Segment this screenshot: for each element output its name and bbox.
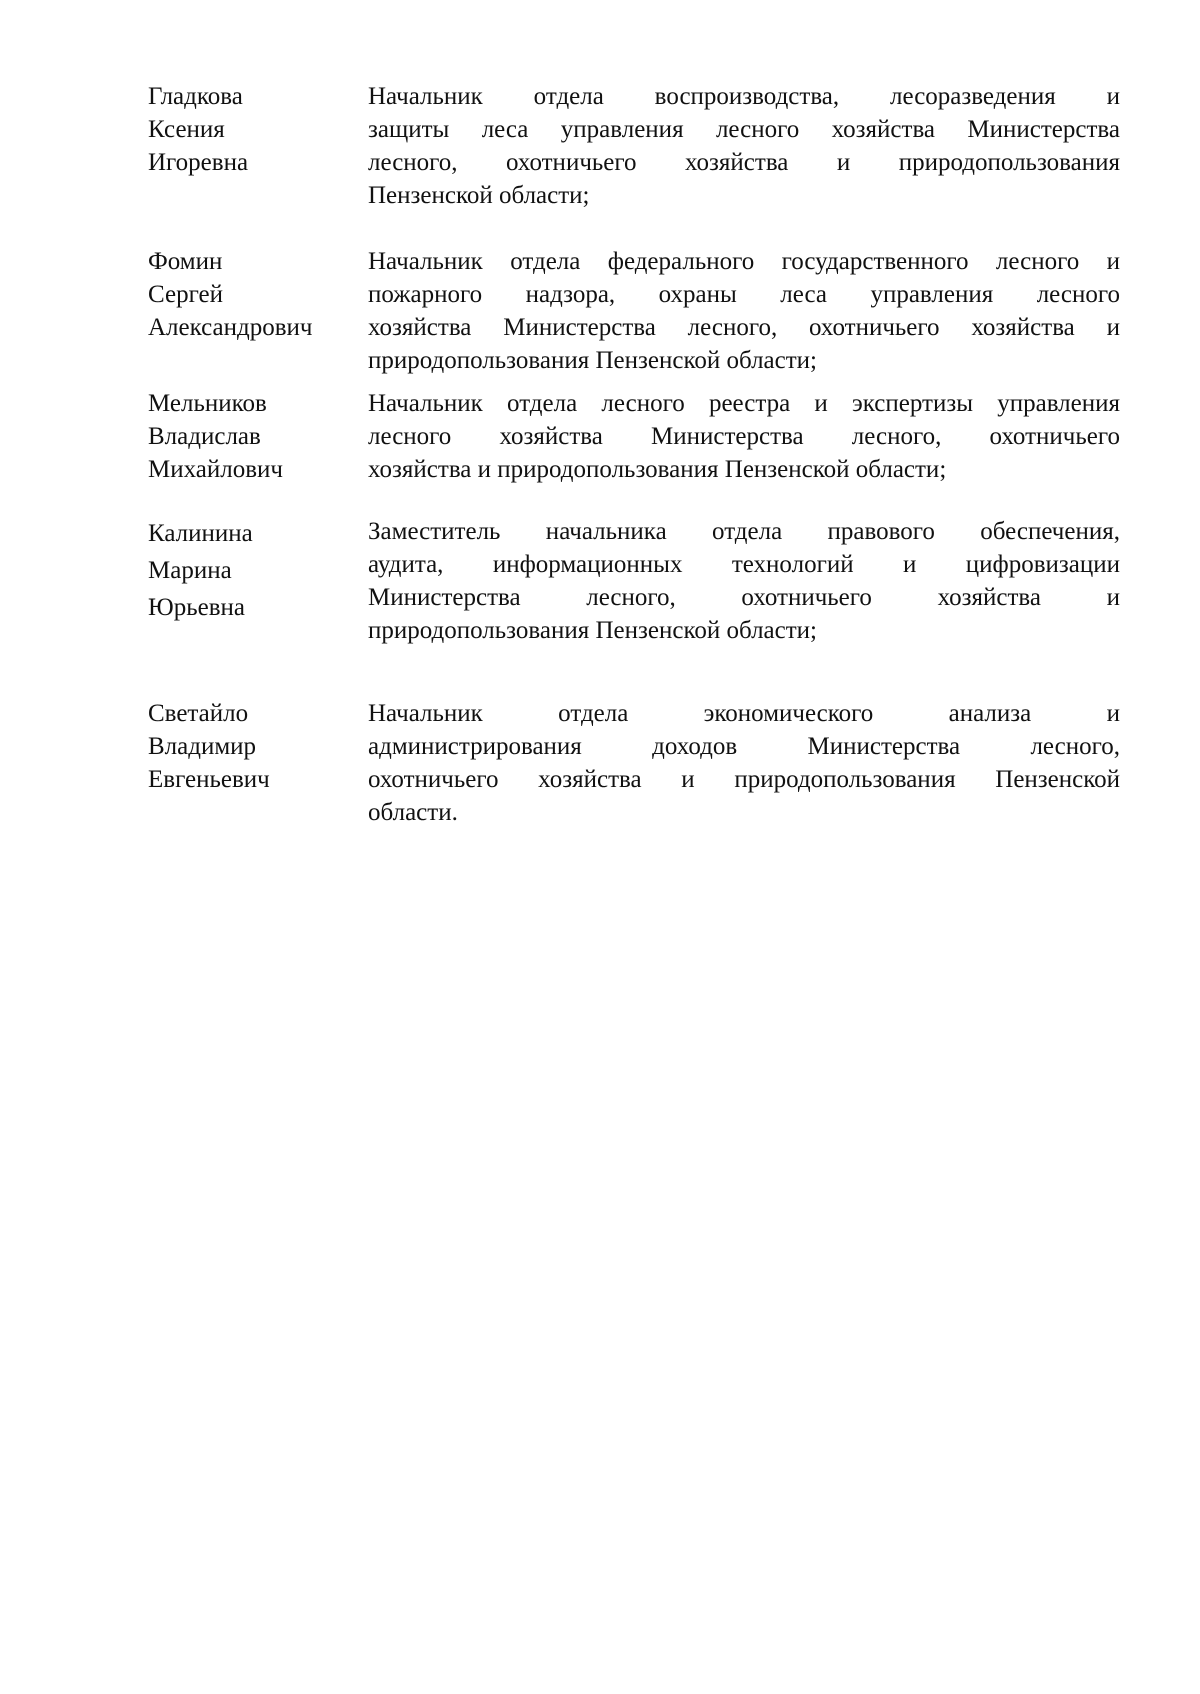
person-name (148, 697, 358, 796)
description-line: области. (368, 799, 458, 826)
description-line: Министерства лесного, охотничьего хозяйства и (368, 584, 1120, 611)
surname: Мельников (148, 390, 267, 417)
patronymic: Юрьевна (148, 594, 245, 621)
position-description (368, 515, 1120, 647)
patronymic: Александрович (148, 314, 313, 341)
description-line: Заместитель начальника отдела правового обеспечения, (368, 518, 1120, 545)
description-line: Начальник отдела лесного реестра и экспертизы управления (368, 390, 1120, 417)
position-description (368, 387, 1120, 486)
description-line: лесного, охотничьего хозяйства и природопользования (368, 149, 1120, 176)
first-name: Владимир (148, 733, 257, 760)
position-description (368, 697, 1120, 829)
position-description (368, 80, 1120, 212)
description-line: Пензенской области; (368, 182, 590, 209)
description-line: аудита, информационных технологий и цифровизации (368, 551, 1120, 578)
description-line: хозяйства и природопользования Пензенской области; (368, 456, 947, 483)
first-name: Марина (148, 557, 232, 584)
surname: Калинина (148, 520, 253, 547)
patronymic: Евгеньевич (148, 766, 270, 793)
surname: Светайло (148, 700, 249, 727)
description-line: Начальник отдела экономического анализа и (368, 700, 1120, 727)
description-line: охотничьего хозяйства и природопользования Пензенской (368, 766, 1120, 793)
description-line: администрирования доходов Министерства лесного, (368, 733, 1120, 760)
person-name (148, 80, 358, 179)
description-line: лесного хозяйства Министерства лесного, охотничьего (368, 423, 1120, 450)
position-description (368, 245, 1120, 377)
description-line: защиты леса управления лесного хозяйства Министерства (368, 116, 1120, 143)
surname: Гладкова (148, 83, 243, 110)
description-line: Начальник отдела федерального государственного лесного и (368, 248, 1120, 275)
first-name: Владислав (148, 423, 261, 450)
surname: Фомин (148, 248, 223, 275)
person-name (148, 387, 358, 486)
patronymic: Игоревна (148, 149, 249, 176)
description-line: хозяйства Министерства лесного, охотничьего хозяйства и (368, 314, 1120, 341)
first-name: Ксения (148, 116, 225, 143)
patronymic: Михайлович (148, 456, 283, 483)
person-name (148, 515, 358, 626)
description-line: пожарного надзора, охраны леса управления лесного (368, 281, 1120, 308)
first-name: Сергей (148, 281, 223, 308)
description-line: природопользования Пензенской области; (368, 617, 817, 644)
person-name (148, 245, 358, 344)
description-line: Начальник отдела воспроизводства, лесоразведения и (368, 83, 1120, 110)
description-line: природопользования Пензенской области; (368, 347, 817, 374)
